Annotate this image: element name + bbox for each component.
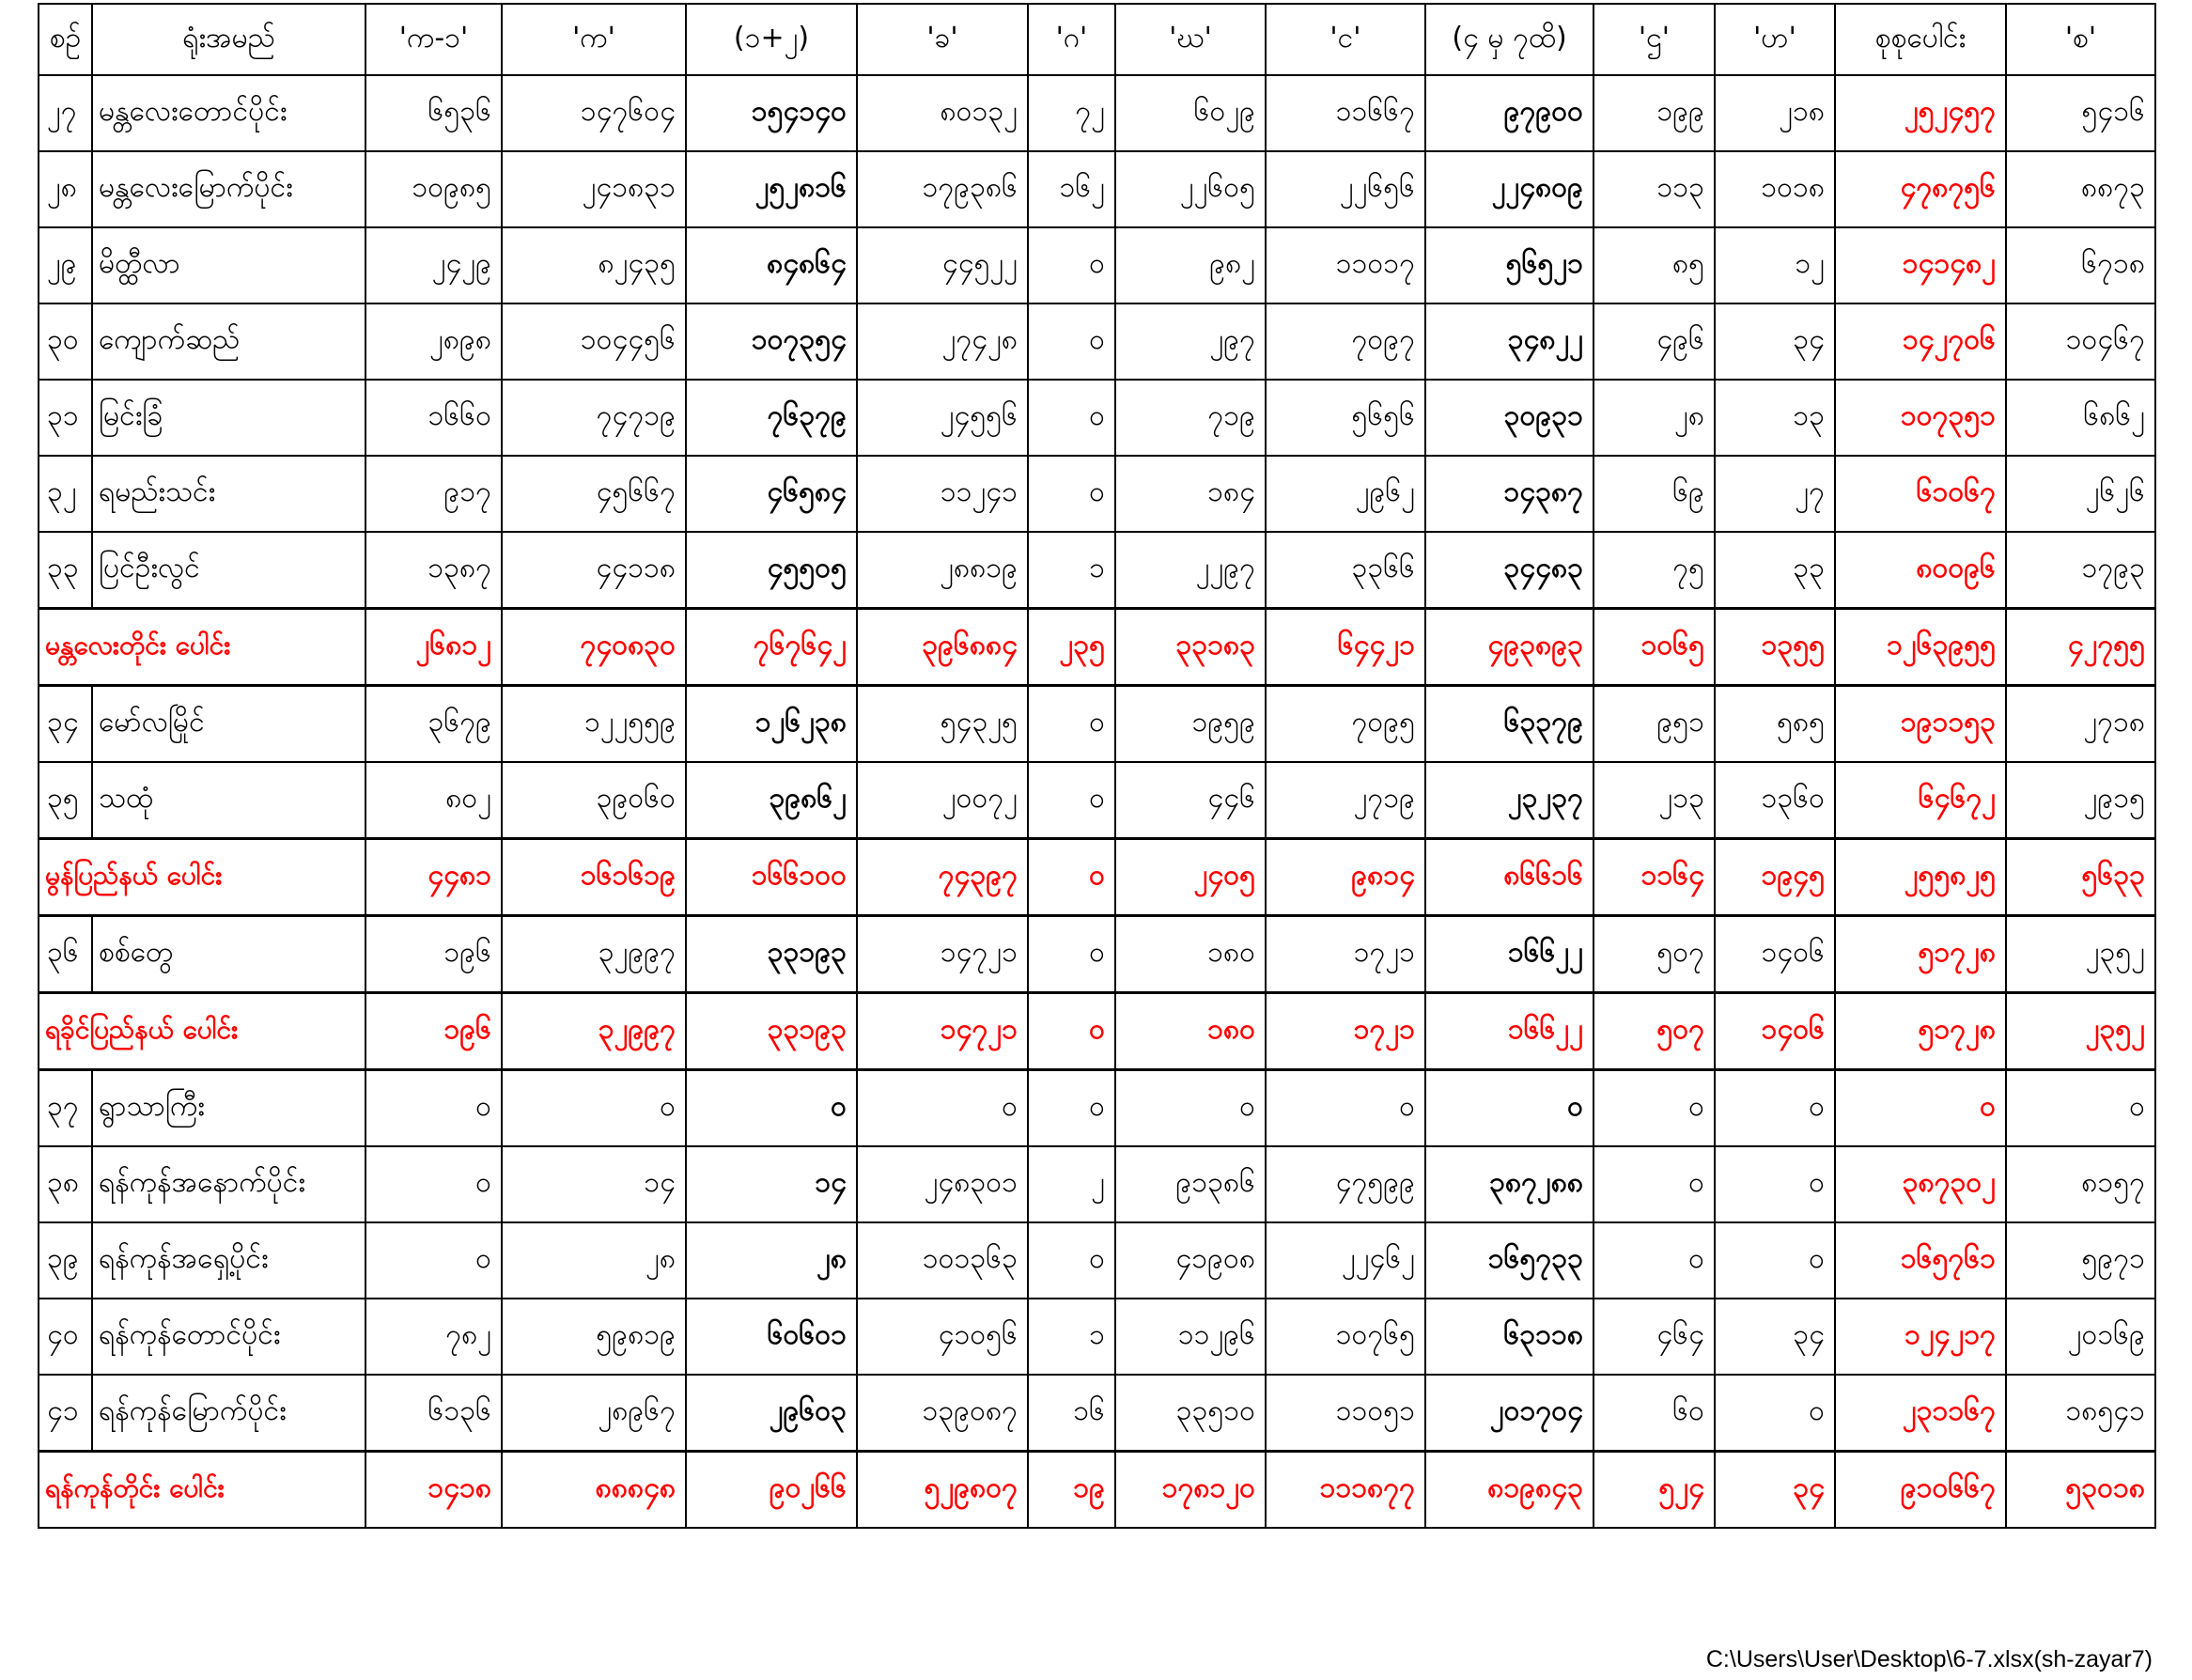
- subtotal-row: [39, 993, 2155, 1070]
- table-cell: ၃၄: [1715, 1299, 1835, 1375]
- table-row: [39, 686, 2155, 763]
- table-cell: ၀: [1028, 456, 1115, 532]
- table-cell: ၃၈၇၂၈၈: [1425, 1146, 1593, 1222]
- table-cell: ၁၁၀၅၁: [1266, 1375, 1425, 1452]
- table-row: [39, 916, 2155, 993]
- table-cell: ၆၀၂၉: [1115, 75, 1266, 151]
- table-cell: ၂၄၂၉: [365, 227, 502, 303]
- subtotal-cell: ၈၈၈၄၈: [502, 1452, 686, 1529]
- table-cell: ၂၉၆၂: [1266, 456, 1425, 532]
- subtotal-cell: ၇၄၀၈၃၀: [502, 609, 686, 686]
- office-name: မိတ္ထီလာ: [92, 227, 365, 303]
- table-cell: ၉၇၉၀၀: [1425, 75, 1593, 151]
- table-cell: ၃၆၇၉: [365, 686, 502, 763]
- subtotal-cell: ၅၂၉၈၀၇: [857, 1452, 1028, 1529]
- table-cell: ၂၃၁၁၆၇: [1835, 1375, 2006, 1452]
- table-cell: ၁၀၄၆၇: [2006, 303, 2155, 380]
- table-cell: ၁: [1028, 532, 1115, 609]
- table-cell: ၄၄၁၁၈: [502, 532, 686, 609]
- table-cell: ၈၅: [1593, 227, 1715, 303]
- table-cell: ၄၄၅၂၂: [857, 227, 1028, 303]
- table-cell: ၂၂၆၅၆: [1266, 151, 1425, 227]
- table-cell: ၄၆၄: [1593, 1299, 1715, 1375]
- table-cell: ၈၄၈၆၄: [686, 227, 857, 303]
- column-header: 'ဟ': [1715, 4, 1835, 75]
- subtotal-cell: ၄၂၇၅၅: [2006, 609, 2155, 686]
- table-cell: ၇၄၇၁၉: [502, 380, 686, 456]
- table-cell: ၀: [1028, 762, 1115, 839]
- subtotal-cell: ၉၁၀၆၆၇: [1835, 1452, 2006, 1529]
- subtotal-cell: ၀: [1028, 839, 1115, 916]
- subtotal-cell: ၁၇၈၁၂၀: [1115, 1452, 1266, 1529]
- table-row: [39, 1146, 2155, 1222]
- table-cell: ၁၀၇၃၅၄: [686, 303, 857, 380]
- column-header: 'က': [502, 4, 686, 75]
- table-cell: ၁၆: [1028, 1375, 1115, 1452]
- table-row: [39, 303, 2155, 380]
- table-cell: ၂၈: [686, 1222, 857, 1299]
- office-name: စစ်တွေ: [92, 916, 365, 993]
- subtotal-cell: ၃၃၁၉၃: [686, 993, 857, 1070]
- table-cell: ၁၈၅၄၁: [2006, 1375, 2155, 1452]
- row-number: ၂၇: [39, 75, 92, 151]
- table-cell: ၆၉: [1593, 456, 1715, 532]
- table-cell: ၀: [1835, 1070, 2006, 1147]
- subtotal-cell: ၁၈၀: [1115, 993, 1266, 1070]
- table-cell: ၃၃၆၆: [1266, 532, 1425, 609]
- table-cell: ၁၉၁၁၅၃: [1835, 686, 2006, 763]
- subtotal-cell: ၁၁၆၄: [1593, 839, 1715, 916]
- table-cell: ၇၂: [1028, 75, 1115, 151]
- table-cell: ၅၄၃၂၅: [857, 686, 1028, 763]
- file-path-footer: C:\Users\User\Desktop\6-7.xlsx(sh-zayar7): [1705, 1646, 2153, 1672]
- table-cell: ၅၄၁၆: [2006, 75, 2155, 151]
- table-cell: ၀: [1028, 1070, 1115, 1147]
- subtotal-cell: ၃၉၆၈၈၄: [857, 609, 1028, 686]
- table-cell: ၂၉၁၅: [2006, 762, 2155, 839]
- table-cell: ၀: [1028, 303, 1115, 380]
- table-cell: ၇၆၃၇၉: [686, 380, 857, 456]
- table-cell: ၄၇၅၉၉: [1266, 1146, 1425, 1222]
- subtotal-cell: ၁၀၆၅: [1593, 609, 1715, 686]
- table-cell: ၇၁၉: [1115, 380, 1266, 456]
- table-cell: ၇၀၉၅: [1266, 686, 1425, 763]
- column-header: 'ခ': [857, 4, 1028, 75]
- table-cell: ၁၀၉၈၅: [365, 151, 502, 227]
- table-cell: ၁၆၅၇၃၃: [1425, 1222, 1593, 1299]
- table-cell: ၀: [1028, 686, 1115, 763]
- table-cell: ၂၄၅၅၆: [857, 380, 1028, 456]
- table-cell: ၁၉၉: [1593, 75, 1715, 151]
- subtotal-cell: ၂၃၅၂: [2006, 993, 2155, 1070]
- subtotal-cell: ၂၆၈၁၂: [365, 609, 502, 686]
- subtotal-row: [39, 839, 2155, 916]
- table-cell: ၁၃: [1715, 380, 1835, 456]
- table-cell: ၀: [1593, 1070, 1715, 1147]
- table-cell: ၁၀၁၈: [1715, 151, 1835, 227]
- subtotal-cell: ၈၁၉၈၄၃: [1425, 1452, 1593, 1529]
- table-cell: ၃၃: [1715, 532, 1835, 609]
- table-cell: ၁၄၃၈၇: [1425, 456, 1593, 532]
- column-header: စုစုပေါင်း: [1835, 4, 2006, 75]
- table-cell: ၅၁၇၂၈: [1835, 916, 2006, 993]
- subtotal-cell: ၁၁၁၈၇၇: [1266, 1452, 1425, 1529]
- row-number: ၃၁: [39, 380, 92, 456]
- table-cell: ၁၆၂: [1028, 151, 1115, 227]
- row-number: ၃၅: [39, 762, 92, 839]
- subtotal-cell: ၁၆၆၁၀၀: [686, 839, 857, 916]
- table-cell: ၁၁၀၁၇: [1266, 227, 1425, 303]
- table-cell: ၁၅၄၁၄၀: [686, 75, 857, 151]
- subtotal-cell: ၁၄၀၆: [1715, 993, 1835, 1070]
- subtotal-cell: ၆၄၄၂၁: [1266, 609, 1425, 686]
- table-cell: ၀: [502, 1070, 686, 1147]
- subtotal-cell: ၁၉၄၅: [1715, 839, 1835, 916]
- table-cell: ၃၉၀၆၀: [502, 762, 686, 839]
- table-cell: ၀: [1715, 1146, 1835, 1222]
- table-cell: ၈၂၄၃၅: [502, 227, 686, 303]
- office-name: ကျောက်ဆည်: [92, 303, 365, 380]
- office-name: မော်လမြိုင်: [92, 686, 365, 763]
- column-header: (၄ မှ ၇ထိ): [1425, 4, 1593, 75]
- table-cell: ၂၅၂၈၁၆: [686, 151, 857, 227]
- table-cell: ၁၄၇၆၀၄: [502, 75, 686, 151]
- subtotal-cell: ၈၆၆၁၆: [1425, 839, 1593, 916]
- table-cell: ၇၅: [1593, 532, 1715, 609]
- table-cell: ၈၀၀၉၆: [1835, 532, 2006, 609]
- row-number: ၃၈: [39, 1146, 92, 1222]
- table-cell: ၆၄၆၇၂: [1835, 762, 2006, 839]
- table-row: [39, 1299, 2155, 1375]
- table-cell: ၁၄၂၇၀၆: [1835, 303, 2006, 380]
- table-cell: ၂၂၆၀၅: [1115, 151, 1266, 227]
- table-cell: ၂၈: [1593, 380, 1715, 456]
- table-cell: ၂၀၁၆၉: [2006, 1299, 2155, 1375]
- table-cell: ၅၀၇: [1593, 916, 1715, 993]
- table-cell: ၆၅၃၆: [365, 75, 502, 151]
- table-cell: ၁၁၂၉၆: [1115, 1299, 1266, 1375]
- office-name: ရမည်းသင်း: [92, 456, 365, 532]
- table-cell: ၂၄၈၃၀၁: [857, 1146, 1028, 1222]
- table-cell: ၁၄၇၂၁: [857, 916, 1028, 993]
- subtotal-cell: ၃၂၉၉၇: [502, 993, 686, 1070]
- subtotal-label: မွန်ပြည်နယ် ပေါင်း: [39, 839, 365, 916]
- table-cell: ၃၈၇၃၀၂: [1835, 1146, 2006, 1222]
- column-header: 'စ': [2006, 4, 2155, 75]
- column-header: ရုံးအမည်: [92, 4, 365, 75]
- table-cell: ၆၈၆၂: [2006, 380, 2155, 456]
- table-cell: ၀: [1425, 1070, 1593, 1147]
- table-row: [39, 1375, 2155, 1452]
- row-number: ၃၃: [39, 532, 92, 609]
- table-cell: ၂၁၈: [1715, 75, 1835, 151]
- table-cell: ၁၈၀: [1115, 916, 1266, 993]
- office-name: ပြင်ဦးလွင်: [92, 532, 365, 609]
- column-header: (၁+၂): [686, 4, 857, 75]
- table-cell: ၉၁၇: [365, 456, 502, 532]
- table-cell: ၂၃၅၂: [2006, 916, 2155, 993]
- table-cell: ၀: [686, 1070, 857, 1147]
- table-cell: ၀: [365, 1070, 502, 1147]
- subtotal-cell: ၉၈၁၄: [1266, 839, 1425, 916]
- table-cell: ၅၆၅၆: [1266, 380, 1425, 456]
- subtotal-cell: ၅၀၇: [1593, 993, 1715, 1070]
- table-cell: ၆၃၁၁၈: [1425, 1299, 1593, 1375]
- table-cell: ၇၈၂: [365, 1299, 502, 1375]
- table-cell: ၄၆၅၈၄: [686, 456, 857, 532]
- table-cell: ၁၀၇၃၅၁: [1835, 380, 2006, 456]
- subtotal-row: [39, 609, 2155, 686]
- row-number: ၃၂: [39, 456, 92, 532]
- subtotal-cell: ၁၇၂၁: [1266, 993, 1425, 1070]
- table-cell: ၅၆၅၂၁: [1425, 227, 1593, 303]
- subtotal-cell: ၁၄၁၈: [365, 1452, 502, 1529]
- subtotal-cell: ၂၅၅၈၂၅: [1835, 839, 2006, 916]
- office-name: မြင်းခြံ: [92, 380, 365, 456]
- table-cell: ၅၉၈၁၉: [502, 1299, 686, 1375]
- table-cell: ၁၉၆: [365, 916, 502, 993]
- subtotal-label: မန္တလေးတိုင်း ပေါင်း: [39, 609, 365, 686]
- table-cell: ၀: [1715, 1375, 1835, 1452]
- office-name: သထုံ: [92, 762, 365, 839]
- table-cell: ၁၄: [502, 1146, 686, 1222]
- table-cell: ၀: [1028, 916, 1115, 993]
- table-cell: ၂၇၁၈: [2006, 686, 2155, 763]
- table-cell: ၁၇၂၁: [1266, 916, 1425, 993]
- table-cell: ၃၉၈၆၂: [686, 762, 857, 839]
- table-cell: ၀: [1593, 1222, 1715, 1299]
- table-cell: ၂၁၃: [1593, 762, 1715, 839]
- subtotal-cell: ၃၄: [1715, 1452, 1835, 1529]
- table-cell: ၁၁၂၄၁: [857, 456, 1028, 532]
- subtotal-label: ရခိုင်ပြည်နယ် ပေါင်း: [39, 993, 365, 1070]
- column-header: စဉ်: [39, 4, 92, 75]
- subtotal-cell: ၃၃၁၈၃: [1115, 609, 1266, 686]
- table-cell: ၉၈၂: [1115, 227, 1266, 303]
- subtotal-cell: ၁၃၅၅: [1715, 609, 1835, 686]
- table-cell: ၂၂၉၇: [1115, 532, 1266, 609]
- table-cell: ၁၂: [1715, 227, 1835, 303]
- table-cell: ၀: [1028, 227, 1115, 303]
- table-cell: ၈၀၁၃၂: [857, 75, 1028, 151]
- subtotal-cell: ၄၄၈၁: [365, 839, 502, 916]
- subtotal-cell: ၄၉၃၈၉၃: [1425, 609, 1593, 686]
- subtotal-cell: ၂၄၀၅: [1115, 839, 1266, 916]
- table-cell: ၃၃၅၁၀: [1115, 1375, 1266, 1452]
- subtotal-cell: ၁၂၆၃၉၅၅: [1835, 609, 2006, 686]
- table-row: [39, 456, 2155, 532]
- spreadsheet-table: [38, 3, 2156, 1529]
- office-name: မန္တလေးတောင်ပိုင်း: [92, 75, 365, 151]
- table-cell: ၆၀၆၀၁: [686, 1299, 857, 1375]
- table-cell: ၀: [365, 1146, 502, 1222]
- table-cell: ၂၀၁၇၀၄: [1425, 1375, 1593, 1452]
- table-row: [39, 1070, 2155, 1147]
- table-cell: ၀: [1028, 380, 1115, 456]
- table-cell: ၉၅၁: [1593, 686, 1715, 763]
- table-row: [39, 227, 2155, 303]
- table-cell: ၂၂၄၈၀၉: [1425, 151, 1593, 227]
- table-cell: ၀: [1028, 1222, 1115, 1299]
- table-cell: ၆၇၁၈: [2006, 227, 2155, 303]
- table-cell: ၂၈၉၈: [365, 303, 502, 380]
- table-cell: ၁၃၉၀၈၇: [857, 1375, 1028, 1452]
- table-cell: ၆၁၀၆၇: [1835, 456, 2006, 532]
- table-cell: ၀: [1715, 1222, 1835, 1299]
- table-cell: ၈၀၂: [365, 762, 502, 839]
- table-cell: ၁၀၇၆၅: [1266, 1299, 1425, 1375]
- table-cell: ၄၅၆၆၇: [502, 456, 686, 532]
- table-cell: ၂၇: [1715, 456, 1835, 532]
- table-cell: ၁၈၄: [1115, 456, 1266, 532]
- subtotal-cell: ၇၄၃၉၇: [857, 839, 1028, 916]
- table-cell: ၂၈၉၆၇: [502, 1375, 686, 1452]
- row-number: ၄၀: [39, 1299, 92, 1375]
- column-header: 'ဃ': [1115, 4, 1266, 75]
- table-cell: ၂၉၆၀၃: [686, 1375, 857, 1452]
- table-cell: ၂၈၈၁၉: [857, 532, 1028, 609]
- table-cell: ၀: [1593, 1146, 1715, 1222]
- subtotal-cell: ၀: [1028, 993, 1115, 1070]
- subtotal-cell: ၁၉: [1028, 1452, 1115, 1529]
- table-row: [39, 762, 2155, 839]
- table-cell: ၂၉၇: [1115, 303, 1266, 380]
- table-cell: ၆၃၃၇၉: [1425, 686, 1593, 763]
- table-cell: ၆၁၃၆: [365, 1375, 502, 1452]
- office-name: မန္တလေးမြောက်ပိုင်း: [92, 151, 365, 227]
- table-cell: ၁၉၅၉: [1115, 686, 1266, 763]
- table-cell: ၃၃၁၉၃: [686, 916, 857, 993]
- column-header: 'ဂ': [1028, 4, 1115, 75]
- table-row: [39, 75, 2155, 151]
- table-cell: ၃၄: [1715, 303, 1835, 380]
- table-cell: ၃၂၉၉၇: [502, 916, 686, 993]
- table-cell: ၁၆၆၀: [365, 380, 502, 456]
- subtotal-cell: ၅၂၄: [1593, 1452, 1715, 1529]
- subtotal-cell: ၁၆၁၆၁၉: [502, 839, 686, 916]
- table-cell: ၁၄၁၄၈၂: [1835, 227, 2006, 303]
- table-cell: ၂၄၁၈၃၁: [502, 151, 686, 227]
- table-cell: ၇၀၉၇: [1266, 303, 1425, 380]
- subtotal-row: [39, 1452, 2155, 1529]
- column-header: 'င': [1266, 4, 1425, 75]
- row-number: ၃၄: [39, 686, 92, 763]
- table-cell: ၃၀၉၃၁: [1425, 380, 1593, 456]
- table-cell: ၃၄၈၂၂: [1425, 303, 1593, 380]
- table-cell: ၀: [1715, 1070, 1835, 1147]
- table-cell: ၅၉၇၁: [2006, 1222, 2155, 1299]
- table-cell: ၂၇၁၉: [1266, 762, 1425, 839]
- table-cell: ၂၀၀၇၂: [857, 762, 1028, 839]
- header-row: [39, 4, 2155, 75]
- subtotal-cell: ၉၀၂၆၆: [686, 1452, 857, 1529]
- table-row: [39, 380, 2155, 456]
- subtotal-label: ရန်ကုန်တိုင်း ပေါင်း: [39, 1452, 365, 1529]
- subtotal-cell: ၅၆၃၃: [2006, 839, 2155, 916]
- table-cell: ၄၁၉၀၈: [1115, 1222, 1266, 1299]
- table-cell: ၁၆၆၂၂: [1425, 916, 1593, 993]
- subtotal-cell: ၁၉၆: [365, 993, 502, 1070]
- table-cell: ၁၁၆၆၇: [1266, 75, 1425, 151]
- table-cell: ၁၀၁၃၆၃: [857, 1222, 1028, 1299]
- subtotal-cell: ၂၃၅: [1028, 609, 1115, 686]
- table-row: [39, 151, 2155, 227]
- table-row: [39, 1222, 2155, 1299]
- table-cell: ၁၁၃: [1593, 151, 1715, 227]
- row-number: ၃၆: [39, 916, 92, 993]
- column-header: 'ဌ': [1593, 4, 1715, 75]
- table-cell: ၄၁၀၅၆: [857, 1299, 1028, 1375]
- table-cell: ၁၂၄၂၁၇: [1835, 1299, 2006, 1375]
- row-number: ၂၈: [39, 151, 92, 227]
- subtotal-cell: ၇၆၇၆၄၂: [686, 609, 857, 686]
- table-cell: ၂၇၄၂၈: [857, 303, 1028, 380]
- office-name: ရန်ကုန်အနောက်ပိုင်း: [92, 1146, 365, 1222]
- column-header: 'က-၁': [365, 4, 502, 75]
- table-cell: ၀: [2006, 1070, 2155, 1147]
- office-name: ရန်ကုန်အရှေ့ပိုင်း: [92, 1222, 365, 1299]
- row-number: ၄၁: [39, 1375, 92, 1452]
- row-number: ၂၉: [39, 227, 92, 303]
- table-cell: ၂: [1028, 1146, 1115, 1222]
- table-cell: ၈၈၇၃: [2006, 151, 2155, 227]
- table-cell: ၂၅၂၄၅၇: [1835, 75, 2006, 151]
- row-number: ၃၀: [39, 303, 92, 380]
- table-cell: ၉၁၃၈၆: [1115, 1146, 1266, 1222]
- subtotal-cell: ၁၆၆၂၂: [1425, 993, 1593, 1070]
- subtotal-cell: ၅၁၇၂၈: [1835, 993, 2006, 1070]
- office-name: ရန်ကုန်တောင်ပိုင်း: [92, 1299, 365, 1375]
- table-body: [39, 75, 2155, 1528]
- table-cell: ၁၇၉၃: [2006, 532, 2155, 609]
- row-number: ၃၉: [39, 1222, 92, 1299]
- table-cell: ၁၃၆၀: [1715, 762, 1835, 839]
- table-cell: ၂၃၂၃၇: [1425, 762, 1593, 839]
- table-cell: ၄၅၅၀၅: [686, 532, 857, 609]
- office-name: ရွာသာကြီး: [92, 1070, 365, 1147]
- table-cell: ၈၁၅၇: [2006, 1146, 2155, 1222]
- table-cell: ၁၄၀၆: [1715, 916, 1835, 993]
- subtotal-cell: ၁၄၇၂၁: [857, 993, 1028, 1070]
- table-cell: ၀: [1115, 1070, 1266, 1147]
- office-name: ရန်ကုန်မြောက်ပိုင်း: [92, 1375, 365, 1452]
- table-cell: ၀: [1266, 1070, 1425, 1147]
- table-cell: ၂၈: [502, 1222, 686, 1299]
- table-cell: ၁၂၆၂၃၈: [686, 686, 857, 763]
- table-cell: ၃၄၄၈၃: [1425, 532, 1593, 609]
- subtotal-cell: ၅၃၀၁၈: [2006, 1452, 2155, 1529]
- table-cell: ၅၈၅: [1715, 686, 1835, 763]
- table-cell: ၄၇၈၇၅၆: [1835, 151, 2006, 227]
- table-cell: ၄၄၆: [1115, 762, 1266, 839]
- table-cell: ၁၃၈၇: [365, 532, 502, 609]
- table-cell: ၁၀၄၄၅၆: [502, 303, 686, 380]
- table-cell: ၁: [1028, 1299, 1115, 1375]
- table-cell: ၄၉၆: [1593, 303, 1715, 380]
- table-cell: ၂၆၂၆: [2006, 456, 2155, 532]
- row-number: ၃၇: [39, 1070, 92, 1147]
- table-row: [39, 532, 2155, 609]
- table-cell: ၁၆၅၇၆၁: [1835, 1222, 2006, 1299]
- table-cell: ၂၂၄၆၂: [1266, 1222, 1425, 1299]
- table-cell: ၀: [365, 1222, 502, 1299]
- table-cell: ၁၂၂၅၅၉: [502, 686, 686, 763]
- table-cell: ၁၄: [686, 1146, 857, 1222]
- table-cell: ၁၇၉၃၈၆: [857, 151, 1028, 227]
- table-cell: ၆၀: [1593, 1375, 1715, 1452]
- table-cell: ၀: [857, 1070, 1028, 1147]
